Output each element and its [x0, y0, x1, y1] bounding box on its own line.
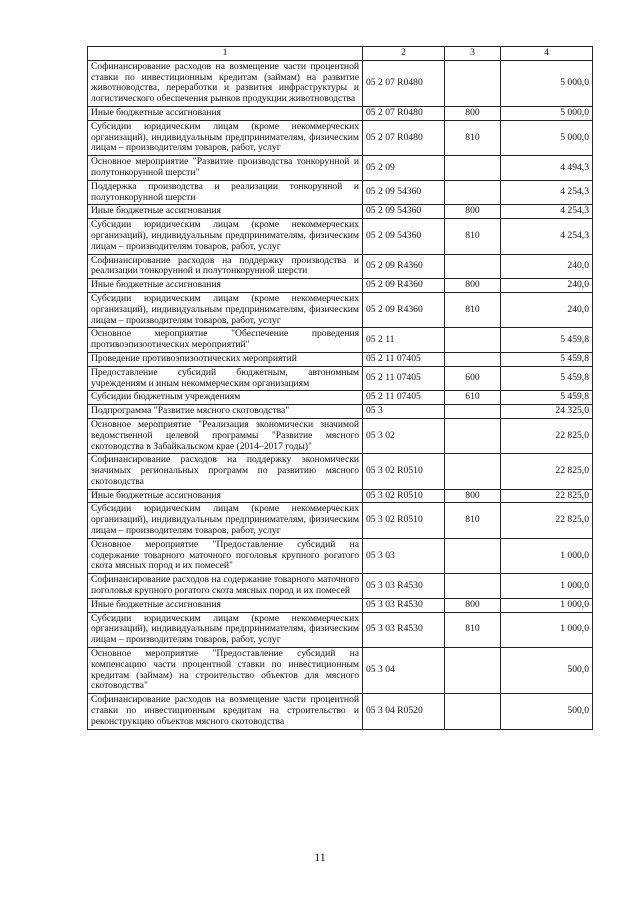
row-sum-cell: 22 825,0 [501, 503, 593, 538]
table-row [88, 120, 593, 155]
row-name-cell: Поддержка производства и реализации тонкорунной и полутонкорунной шерсти [88, 180, 363, 205]
row-expense-type-cell [445, 574, 501, 599]
table-row [88, 106, 593, 120]
row-expense-type-cell [445, 418, 501, 453]
table-row [88, 366, 593, 391]
table-row [88, 648, 593, 694]
table-row [88, 205, 593, 219]
row-name-cell: Субсидии юридическим лицам (кроме некоммерческих организаций), индивидуальным предпринимателям, физическим лицам – производителям товаров, работ, услуг [88, 292, 363, 327]
row-sum-cell: 1 000,0 [501, 612, 593, 647]
row-name-cell: Субсидии юридическим лицам (кроме некоммерческих организаций), индивидуальным предпринимателям, физическим лицам – производителям товаров, работ, услуг [88, 503, 363, 538]
budget-table-container [87, 46, 592, 730]
row-code-cell: 05 3 04 R0520 [363, 694, 445, 729]
table-row [88, 391, 593, 405]
row-name-cell: Предоставление субсидий бюджетным, автономным учреждениям и иным некоммерческим организациям [88, 366, 363, 391]
row-expense-type-cell [445, 454, 501, 489]
row-expense-type-cell [445, 694, 501, 729]
row-sum-cell: 1 000,0 [501, 574, 593, 599]
row-name-cell: Подпрограмма "Развитие мясного скотоводства" [88, 405, 363, 419]
row-name-cell: Основное мероприятие "Реализация экономически значимой ведомственной целевой программы "Развитие мясного скотоводства в Забайкальском крае (2014–2017 годы)" [88, 418, 363, 453]
row-name-cell: Субсидии юридическим лицам (кроме некоммерческих организаций), индивидуальным предпринимателям, физическим лицам – производителям товаров, работ, услуг [88, 612, 363, 647]
table-row [88, 598, 593, 612]
row-sum-cell: 24 325,0 [501, 405, 593, 419]
row-sum-cell: 22 825,0 [501, 454, 593, 489]
row-expense-type-cell [445, 180, 501, 205]
row-expense-type-cell: 810 [445, 219, 501, 254]
row-code-cell: 05 2 07 R0480 [363, 106, 445, 120]
row-code-cell: 05 2 09 54360 [363, 205, 445, 219]
row-code-cell: 05 3 02 R0510 [363, 489, 445, 503]
row-sum-cell: 1 000,0 [501, 598, 593, 612]
row-expense-type-cell [445, 538, 501, 573]
row-name-cell: Проведение противоэпизоотических мероприятий [88, 352, 363, 366]
row-name-cell: Софинансирование расходов на поддержку экономически значимых региональных программ по развитию мясного скотоводства [88, 454, 363, 489]
row-name-cell: Основное мероприятие "Развитие производства тонкорунной и полутонкорунной шерсти" [88, 156, 363, 181]
row-name-cell: Основное мероприятие "Предоставление субсидий на компенсацию части процентной ставки по инвестиционным кредитам (займам) на строительство объектов для мясного скотоводства" [88, 648, 363, 694]
row-name-cell: Софинансирование расходов на поддержку производства и реализации тонкорунной и полутонкорунной шерсти [88, 254, 363, 279]
row-expense-type-cell: 810 [445, 292, 501, 327]
row-code-cell: 05 3 04 [363, 648, 445, 694]
row-code-cell: 05 3 02 R0510 [363, 503, 445, 538]
row-sum-cell: 5 000,0 [501, 120, 593, 155]
row-name-cell: Иные бюджетные ассигнования [88, 598, 363, 612]
row-code-cell: 05 3 03 [363, 538, 445, 573]
row-expense-type-cell: 800 [445, 279, 501, 293]
row-code-cell: 05 2 09 [363, 156, 445, 181]
row-name-cell: Иные бюджетные ассигнования [88, 279, 363, 293]
table-row [88, 292, 593, 327]
row-sum-cell: 5 459,8 [501, 391, 593, 405]
table-body [88, 60, 593, 729]
column-header-1: 1 [88, 47, 363, 61]
table-row [88, 574, 593, 599]
row-expense-type-cell: 800 [445, 106, 501, 120]
row-name-cell: Субсидии юридическим лицам (кроме некоммерческих организаций), индивидуальным предпринимателям, физическим лицам – производителям товаров, работ, услуг [88, 219, 363, 254]
row-sum-cell: 500,0 [501, 694, 593, 729]
row-expense-type-cell: 810 [445, 120, 501, 155]
row-code-cell: 05 2 09 R4360 [363, 254, 445, 279]
row-expense-type-cell: 600 [445, 366, 501, 391]
row-name-cell: Субсидии бюджетным учреждениям [88, 391, 363, 405]
column-header-4: 4 [501, 47, 593, 61]
row-sum-cell: 500,0 [501, 648, 593, 694]
row-expense-type-cell: 800 [445, 205, 501, 219]
row-code-cell: 05 3 03 R4530 [363, 612, 445, 647]
row-code-cell: 05 2 09 R4360 [363, 279, 445, 293]
row-expense-type-cell [445, 648, 501, 694]
row-name-cell: Софинансирование расходов на возмещение части процентной ставки по инвестиционным кредитам на строительство и реконструкцию объектов мясного скотоводства [88, 694, 363, 729]
row-sum-cell: 22 825,0 [501, 418, 593, 453]
row-sum-cell: 4 254,3 [501, 180, 593, 205]
row-code-cell: 05 3 03 R4530 [363, 574, 445, 599]
row-expense-type-cell: 800 [445, 598, 501, 612]
row-name-cell: Софинансирование расходов на содержание товарного маточного поголовья крупного рогатого скота мясных пород и их помесей [88, 574, 363, 599]
table-header-row [88, 47, 593, 61]
table-row [88, 254, 593, 279]
row-name-cell: Иные бюджетные ассигнования [88, 489, 363, 503]
row-code-cell: 05 3 02 [363, 418, 445, 453]
row-code-cell: 05 3 02 R0510 [363, 454, 445, 489]
row-name-cell: Субсидии юридическим лицам (кроме некоммерческих организаций), индивидуальным предпринимателям, физическим лицам – производителям товаров, работ, услуг [88, 120, 363, 155]
row-sum-cell: 4 494,3 [501, 156, 593, 181]
row-name-cell: Основное мероприятие "Обеспечение проведения противоэпизоотических мероприятий" [88, 328, 363, 353]
row-name-cell: Иные бюджетные ассигнования [88, 106, 363, 120]
row-sum-cell: 4 254,3 [501, 205, 593, 219]
table-row [88, 538, 593, 573]
row-sum-cell: 240,0 [501, 254, 593, 279]
row-expense-type-cell [445, 405, 501, 419]
table-row [88, 279, 593, 293]
row-sum-cell: 22 825,0 [501, 489, 593, 503]
row-sum-cell: 5 459,8 [501, 328, 593, 353]
row-name-cell: Основное мероприятие "Предоставление субсидий на содержание товарного маточного поголовья крупного рогатого скота мясных пород и их помесей" [88, 538, 363, 573]
table-row [88, 60, 593, 106]
row-code-cell: 05 3 03 R4530 [363, 598, 445, 612]
table-row [88, 489, 593, 503]
column-header-2: 2 [363, 47, 445, 61]
row-sum-cell: 5 000,0 [501, 106, 593, 120]
budget-table [87, 46, 593, 730]
row-expense-type-cell: 810 [445, 612, 501, 647]
table-row [88, 454, 593, 489]
row-sum-cell: 4 254,3 [501, 219, 593, 254]
row-name-cell: Иные бюджетные ассигнования [88, 205, 363, 219]
row-expense-type-cell: 800 [445, 489, 501, 503]
row-code-cell: 05 2 11 [363, 328, 445, 353]
row-expense-type-cell: 610 [445, 391, 501, 405]
row-code-cell: 05 2 09 R4360 [363, 292, 445, 327]
row-expense-type-cell [445, 60, 501, 106]
row-sum-cell: 240,0 [501, 279, 593, 293]
row-expense-type-cell [445, 156, 501, 181]
table-row [88, 219, 593, 254]
table-row [88, 352, 593, 366]
table-row [88, 328, 593, 353]
row-code-cell: 05 2 11 07405 [363, 391, 445, 405]
table-row [88, 694, 593, 729]
row-code-cell: 05 2 09 54360 [363, 219, 445, 254]
table-row [88, 180, 593, 205]
table-row [88, 405, 593, 419]
column-header-3: 3 [445, 47, 501, 61]
row-sum-cell: 5 459,8 [501, 366, 593, 391]
row-code-cell: 05 2 07 R0480 [363, 60, 445, 106]
row-code-cell: 05 2 11 07405 [363, 366, 445, 391]
row-expense-type-cell: 810 [445, 503, 501, 538]
row-code-cell: 05 2 07 R0480 [363, 120, 445, 155]
row-sum-cell: 5 459,8 [501, 352, 593, 366]
table-row [88, 156, 593, 181]
row-code-cell: 05 2 11 07405 [363, 352, 445, 366]
table-row [88, 612, 593, 647]
row-sum-cell: 240,0 [501, 292, 593, 327]
row-expense-type-cell [445, 328, 501, 353]
page-number: 11 [314, 850, 326, 864]
row-sum-cell: 5 000,0 [501, 60, 593, 106]
row-name-cell: Софинансирование расходов на возмещение части процентной ставки по инвестиционным кредитам (займам) на развитие животноводства, переработки и развития инфраструктуры и логистического обеспечения рынков продукции животноводства [88, 60, 363, 106]
row-code-cell: 05 2 09 54360 [363, 180, 445, 205]
row-code-cell: 05 3 [363, 405, 445, 419]
row-expense-type-cell [445, 254, 501, 279]
row-expense-type-cell [445, 352, 501, 366]
table-row [88, 418, 593, 453]
table-row [88, 503, 593, 538]
row-sum-cell: 1 000,0 [501, 538, 593, 573]
